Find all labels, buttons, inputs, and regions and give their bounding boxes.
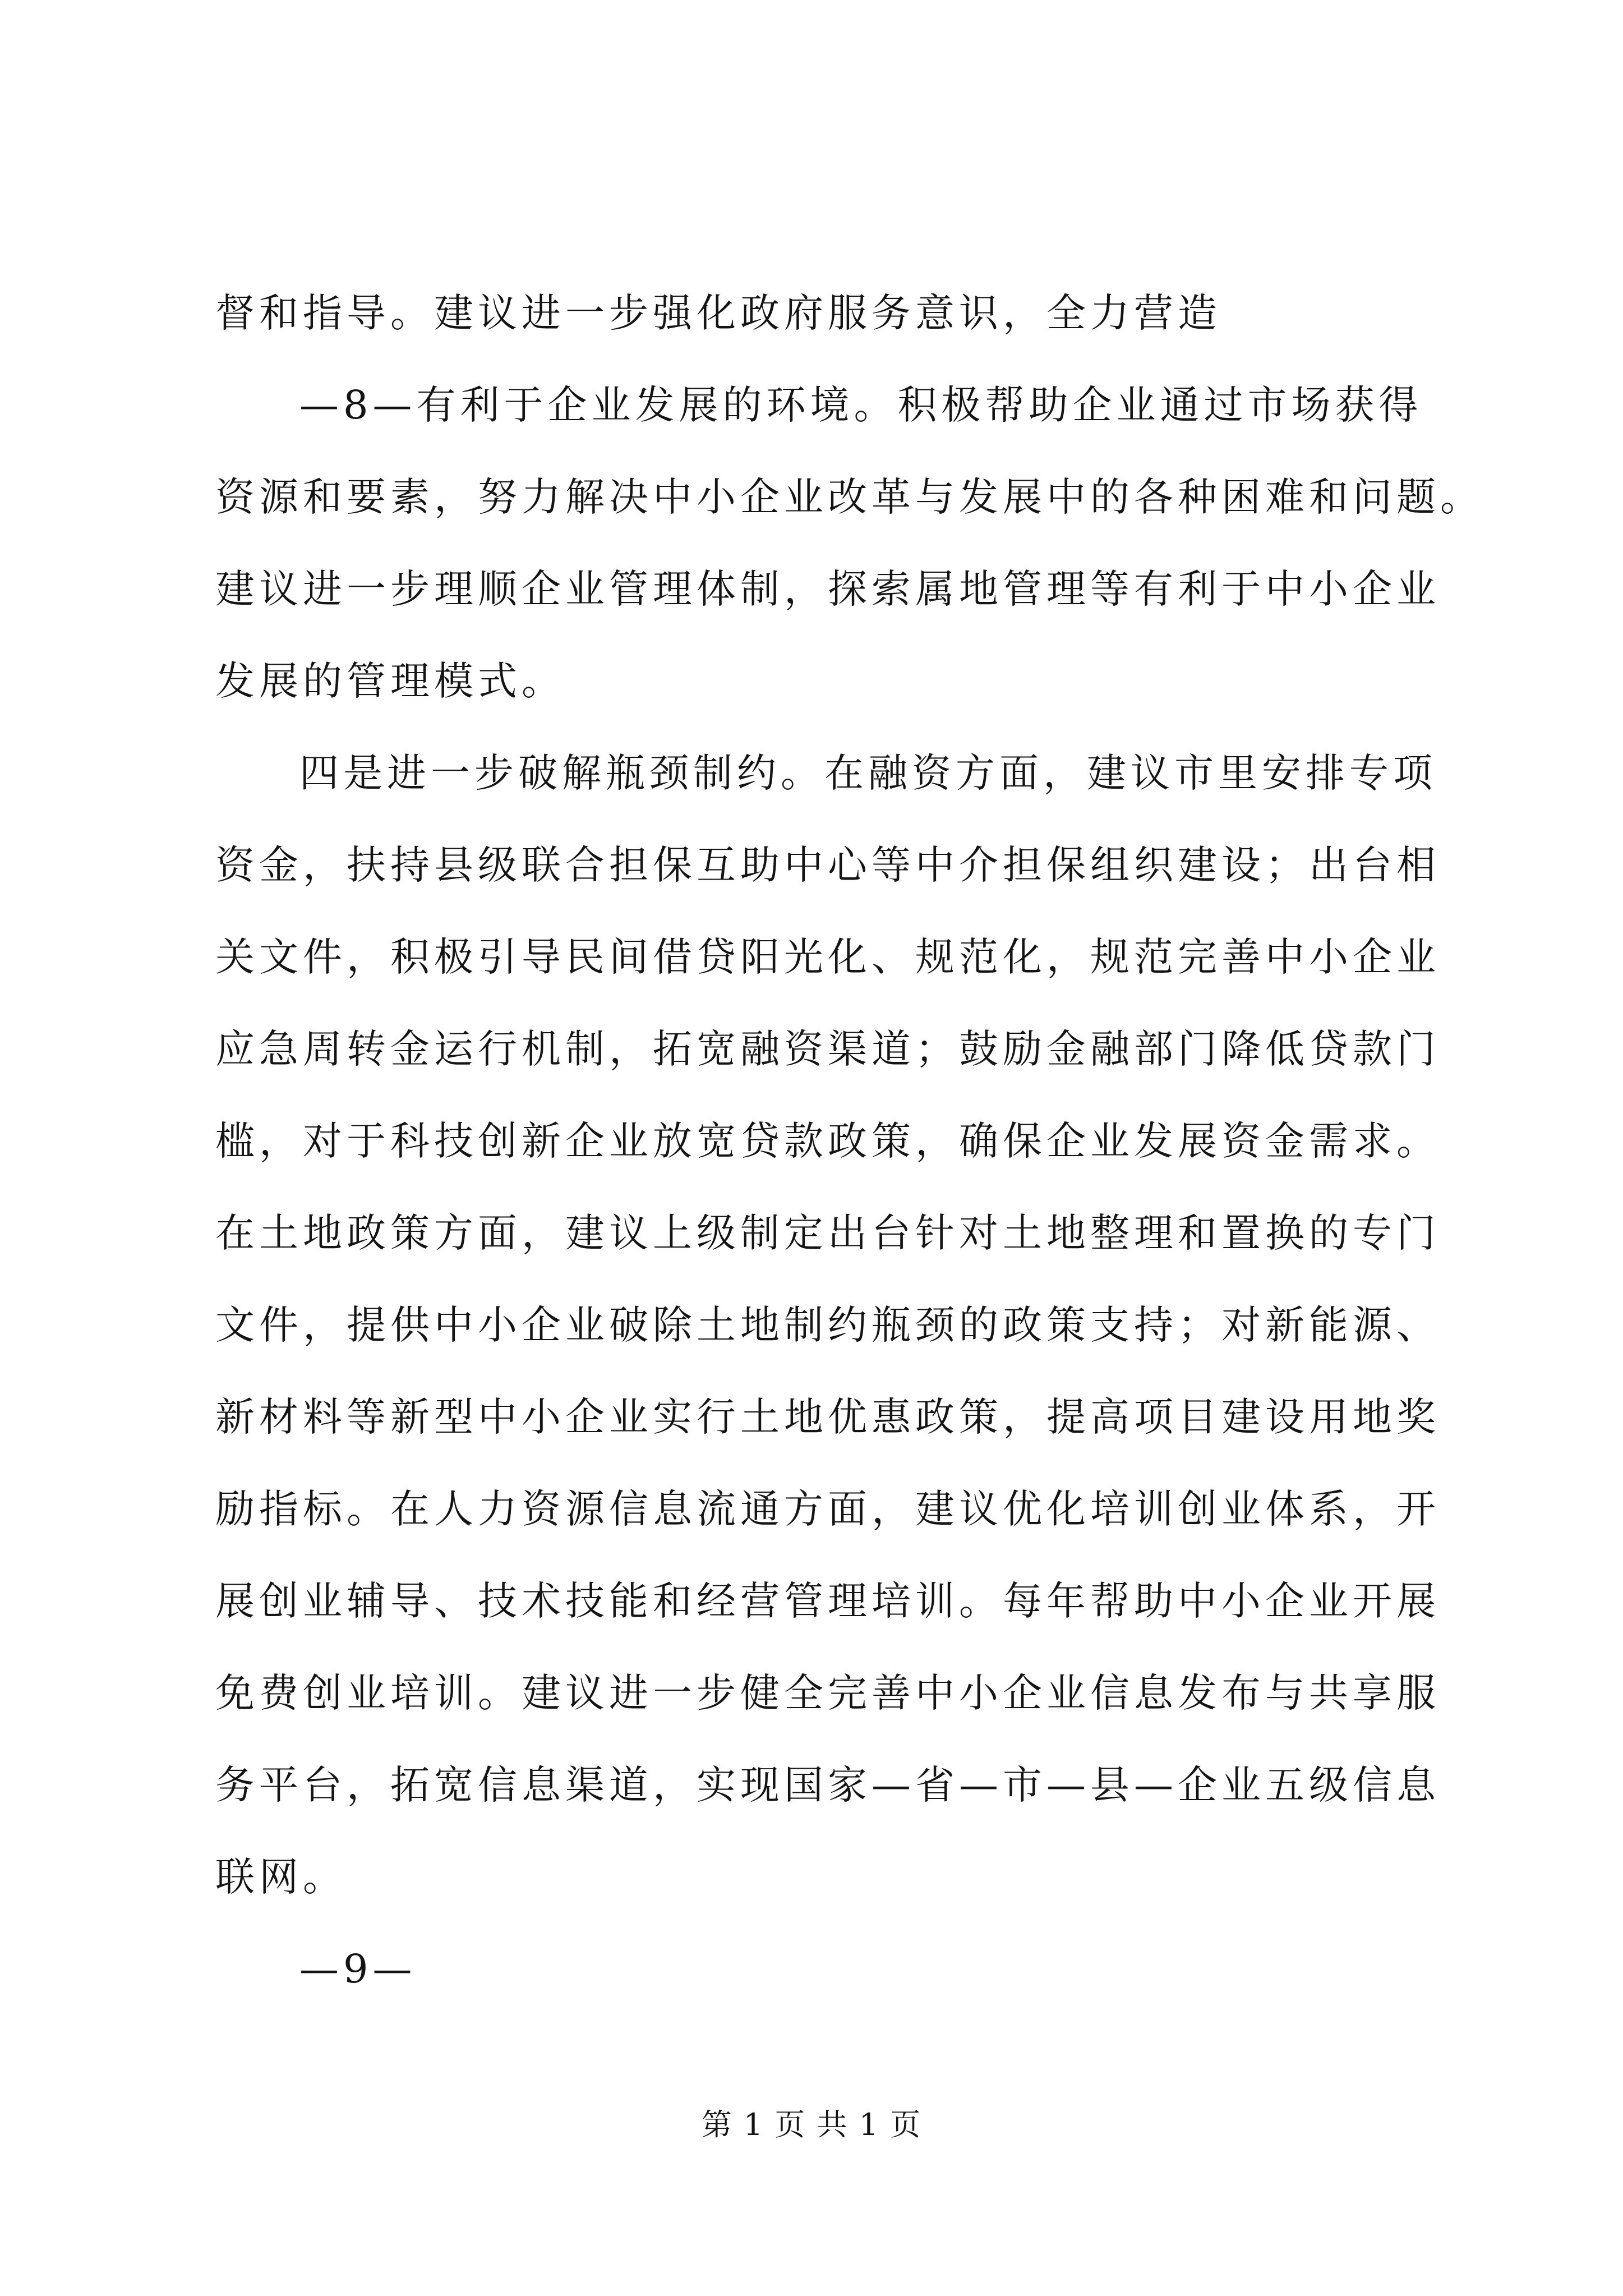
text-line: 展创业辅导、技术技能和经营管理培训。每年帮助中小企业开展: [215, 1578, 1440, 1624]
text-line: 联网。: [215, 1854, 347, 1900]
text-line: 在土地政策方面，建议上级制定出台针对土地整理和置换的专门: [215, 1210, 1440, 1256]
text-line: 资金，扶持县级联合担保互助中心等中介担保组织建设；出台相: [215, 842, 1440, 888]
text-line: 应急周转金运行机制，拓宽融资渠道；鼓励金融部门降低贷款门: [215, 1026, 1440, 1072]
page-footer: 第 1 页 共 1 页: [701, 2107, 922, 2142]
text-line: —8—有利于企业发展的环境。积极帮助企业通过市场获得: [299, 382, 1423, 428]
text-line: 资源和要素，努力解决中小企业改革与发展中的各种困难和问题。: [215, 474, 1484, 520]
text-line: 四是进一步破解瓶颈制约。在融资方面，建议市里安排专项: [299, 750, 1437, 796]
document-body: [215, 267, 1484, 2015]
text-line: 励指标。在人力资源信息流通方面，建议优化培训创业体系，开: [215, 1486, 1440, 1532]
text-line: 关文件，积极引导民间借贷阳光化、规范化，规范完善中小企业: [215, 934, 1440, 980]
text-line: 务平台，拓宽信息渠道，实现国家—省—市—县—企业五级信息: [215, 1762, 1440, 1808]
text-line: 槛，对于科技创新企业放宽贷款政策，确保企业发展资金需求。: [215, 1118, 1440, 1164]
text-line: 建议进一步理顺企业管理体制，探索属地管理等有利于中小企业: [215, 566, 1440, 612]
text-line: 文件，提供中小企业破除土地制约瓶颈的政策支持；对新能源、: [215, 1302, 1440, 1348]
text-line: 督和指导。建议进一步强化政府服务意识，全力营造: [215, 290, 1221, 336]
text-line: 免费创业培训。建议进一步健全完善中小企业信息发布与共享服: [215, 1670, 1440, 1716]
text-line: 发展的管理模式。: [215, 658, 565, 704]
page-number-marker: —9—: [299, 1946, 417, 1992]
text-line: 新材料等新型中小企业实行土地优惠政策，提高项目建设用地奖: [215, 1394, 1440, 1440]
